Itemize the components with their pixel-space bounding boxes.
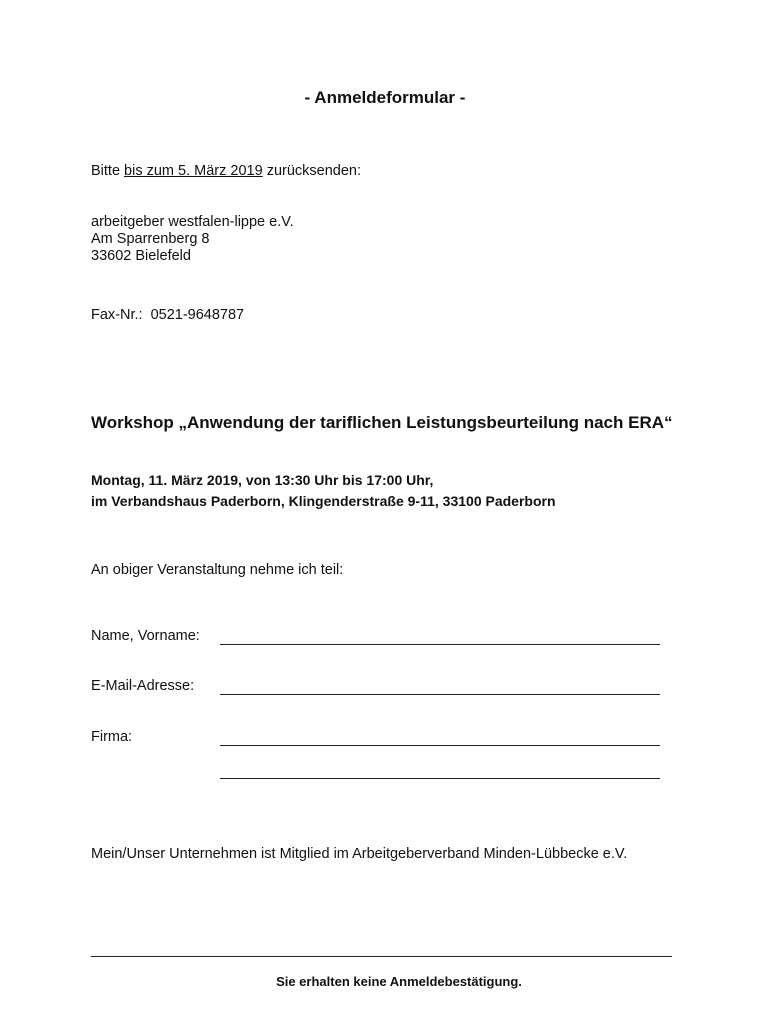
company-label: Firma: [91,729,133,745]
address-city: 33602 Bielefeld [91,248,191,264]
name-field[interactable] [220,644,660,645]
email-label: E-Mail-Adresse: [91,678,195,694]
company-field[interactable] [220,745,660,746]
recipient-address [91,214,294,265]
return-instruction [91,163,361,179]
event-title: Workshop „Anwendung der tariflichen Leistungsbeurteilung nach ERA“ [91,413,673,432]
confirmation-note: Sie erhalten keine Anmeldebestätigung. [276,974,522,989]
participation-statement: An obiger Veranstaltung nehme ich teil: [91,562,344,578]
membership-statement: Mein/Unser Unternehmen ist Mitglied im Arbeitgeberverband Minden-Lübbecke e.V. [91,846,628,862]
return-instruction-after: zurücksenden: [262,163,362,179]
company-field-line-2[interactable] [220,778,660,779]
address-organization: arbeitgeber westfalen-lippe e.V. [91,214,294,230]
fax-number: 0521-9648787 [150,307,245,323]
return-instruction-before: Bitte [91,163,125,179]
fax-label: Fax-Nr.: [91,307,143,323]
return-deadline: bis zum 5. März 2019 [124,163,263,179]
footer-divider [91,956,672,957]
fax-line [91,307,244,323]
event-date: Montag, 11. März 2019, von 13:30 Uhr bis 17:00 Uhr, [91,472,434,488]
event-location: im Verbandshaus Paderborn, Klingenderstraße 9-11, 33100 Paderborn [91,493,556,509]
email-field[interactable] [220,694,660,695]
name-label: Name, Vorname: [91,628,200,644]
address-street: Am Sparrenberg 8 [91,231,210,247]
form-title: - Anmeldeformular - [304,88,466,107]
event-details [91,470,556,512]
